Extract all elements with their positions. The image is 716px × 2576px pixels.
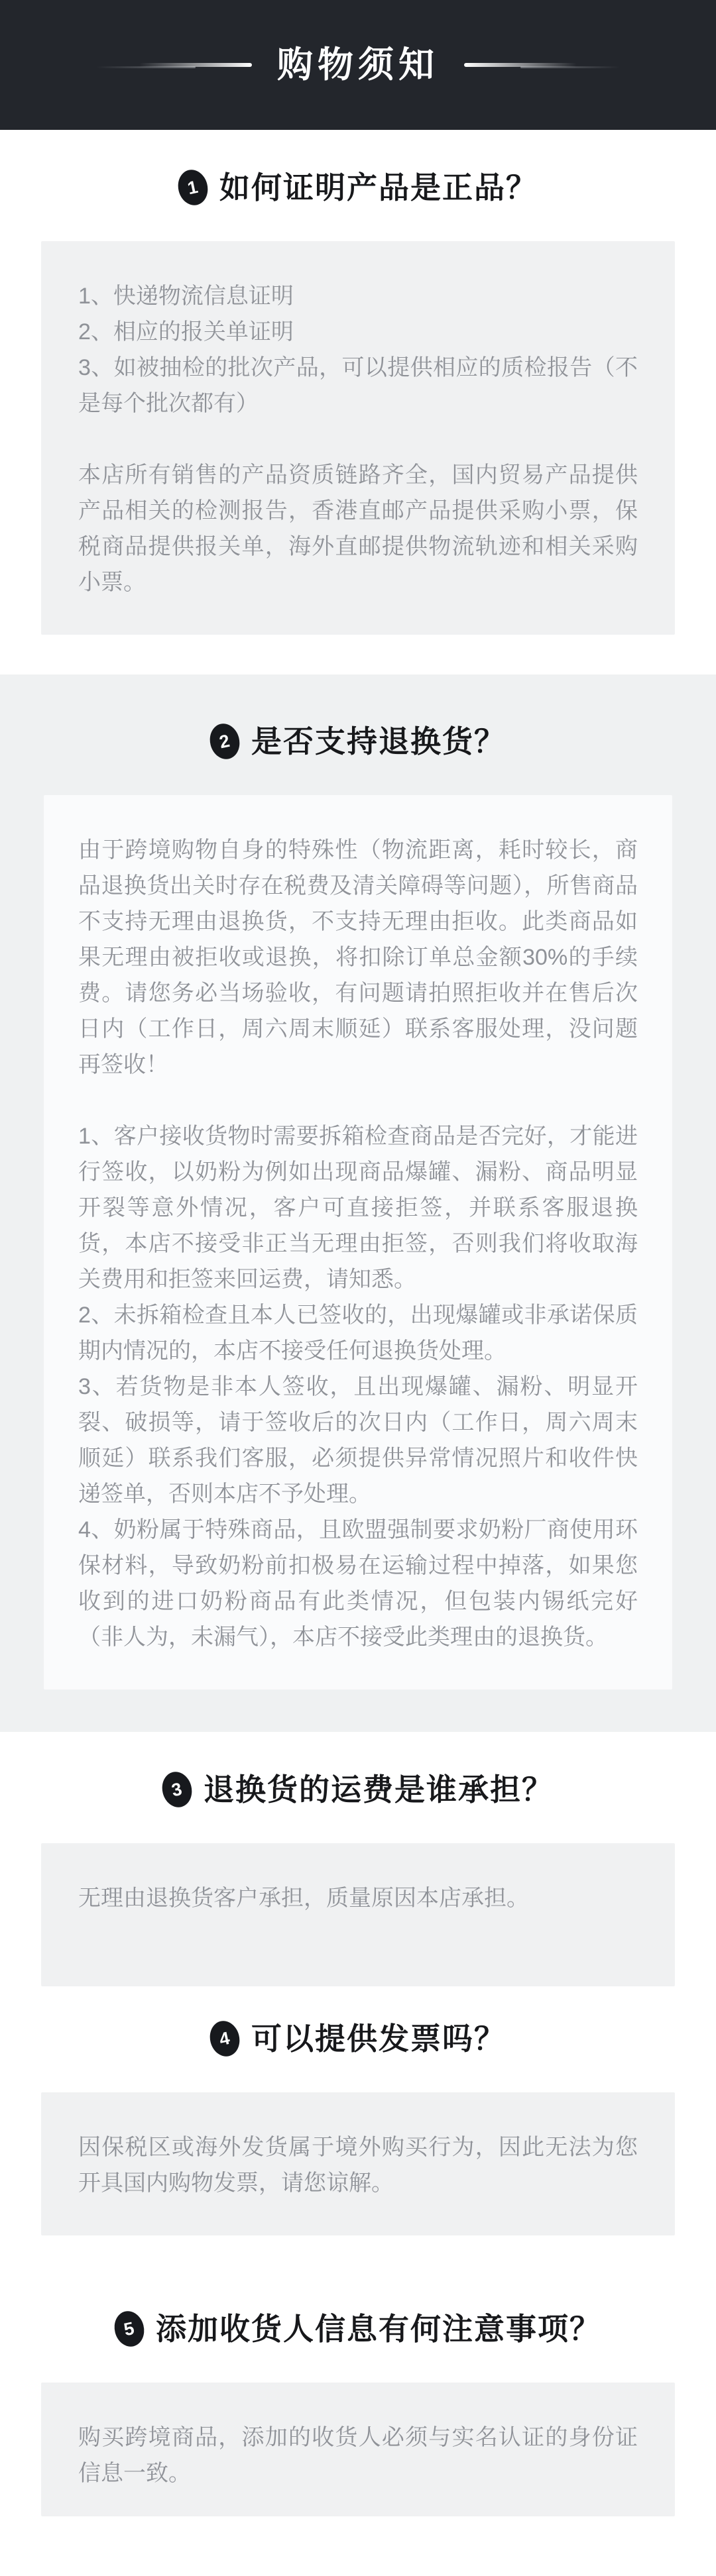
section-4-number: 4 [217, 2027, 232, 2049]
page-title: 购物须知 [277, 45, 439, 85]
body-line: 2、相应的报关单证明 [78, 319, 294, 345]
body-paragraph: 无理由退换货客户承担，质量原因本店承担。 [78, 1886, 529, 1911]
body-paragraph: 因保税区或海外发货属于境外购买行为，因此无法为您开具国内购物发票，请您谅解。 [78, 2135, 638, 2196]
section-1-body-box [41, 241, 675, 635]
section-1-title: 如何证明产品是正品？ [219, 170, 538, 205]
bottom-spacer [0, 2516, 716, 2566]
section-3-heading [0, 1732, 716, 1810]
section-invoice [0, 1986, 716, 2235]
body-paragraph: 购买跨境商品，添加的收货人必须与实名认证的身份证信息一致。 [78, 2425, 638, 2486]
body-line: 1、快递物流信息证明 [78, 284, 294, 309]
section-5-title: 添加收货人信息有何注意事项？ [156, 2312, 601, 2346]
title-deco-line-left [96, 60, 252, 70]
section-4-body-box [41, 2092, 675, 2235]
body-paragraph: 3、若货物是非本人签收，且出现爆罐、漏粉、明显开裂、破损等，请于签收后的次日内（工作日，周六周末顺延）联系我们客服，必须提供异常情况照片和收件快递签单，否则本店不予处理。 [78, 1374, 638, 1507]
section-2-number: 2 [217, 730, 232, 752]
body-line: 3、如被抽检的批次产品，可以提供相应的质检报告（不是每个批次都有） [78, 355, 638, 416]
section-4-number-badge [206, 2017, 243, 2059]
body-paragraph: 1、客户接收货物时需要拆箱检查商品是否完好，才能进行签收，以奶粉为例如出现商品爆罐、漏粉、商品明显开裂等意外情况，客户可直接拒签，并联系客服退换货，本店不接受非正当无理由拒签，否则我们将收取海关费用和拒签来回运费，请知悉。 [78, 1124, 638, 1292]
section-2-heading [0, 721, 716, 762]
section-5-number: 5 [122, 2318, 137, 2339]
section-4-heading [0, 1986, 716, 2059]
section-3-number-badge [158, 1768, 196, 1810]
body-paragraph: 2、未拆箱检查且本人已签收的，出现爆罐或非承诺保质期内情况的，本店不接受任何退换货处理。 [78, 1303, 638, 1364]
section-authenticity [0, 130, 716, 635]
section-2-body-box [44, 795, 672, 1690]
section-2-number-badge [206, 720, 243, 762]
section-3-title: 退换货的运费是谁承担？ [204, 1772, 554, 1807]
title-deco-line-right [464, 60, 620, 70]
section-1-number: 1 [186, 176, 200, 198]
body-paragraph: 4、奶粉属于特殊商品，且欧盟强制要求奶粉厂商使用环保材料，导致奶粉前扣极易在运输过程中掉落，如果您收到的进口奶粉商品有此类情况，但包装内锡纸完好（非人为，未漏气），本店不接受此类理由的退换货。 [78, 1517, 638, 1650]
header-banner [0, 0, 716, 130]
section-2-title: 是否支持退换货？ [251, 724, 506, 759]
section-1-number-badge [174, 166, 211, 208]
body-paragraph: 本店所有销售的产品资质链路齐全，国内贸易产品提供产品相关的检测报告，香港直邮产品提供采购小票，保税商品提供报关单，海外直邮提供物流轨迹和相关采购小票。 [78, 462, 638, 595]
body-paragraph: 由于跨境购物自身的特殊性（物流距离，耗时较长，商品退换货出关时存在税费及清关障碍等问题），所售商品不支持无理由退换货，不支持无理由拒收。此类商品如果无理由被拒收或退换，将扣除订单总金额30%的手续费。请您务必当场验收，有问题请拍照拒收并在售后次日内（工作日，周六周末顺延）联系客服处理，没问题再签收！ [78, 837, 638, 1077]
section-4-title: 可以提供发票吗？ [251, 2021, 506, 2056]
section-1-heading [0, 130, 716, 208]
section-recipient-info [0, 2235, 716, 2516]
section-5-body-box [41, 2383, 675, 2516]
section-5-number-badge [111, 2308, 148, 2349]
section-3-body-box [41, 1843, 675, 1986]
section-freight [0, 1732, 716, 1986]
section-3-number: 3 [170, 1778, 184, 1800]
section-5-heading [0, 2235, 716, 2349]
section-returns [0, 674, 716, 1732]
